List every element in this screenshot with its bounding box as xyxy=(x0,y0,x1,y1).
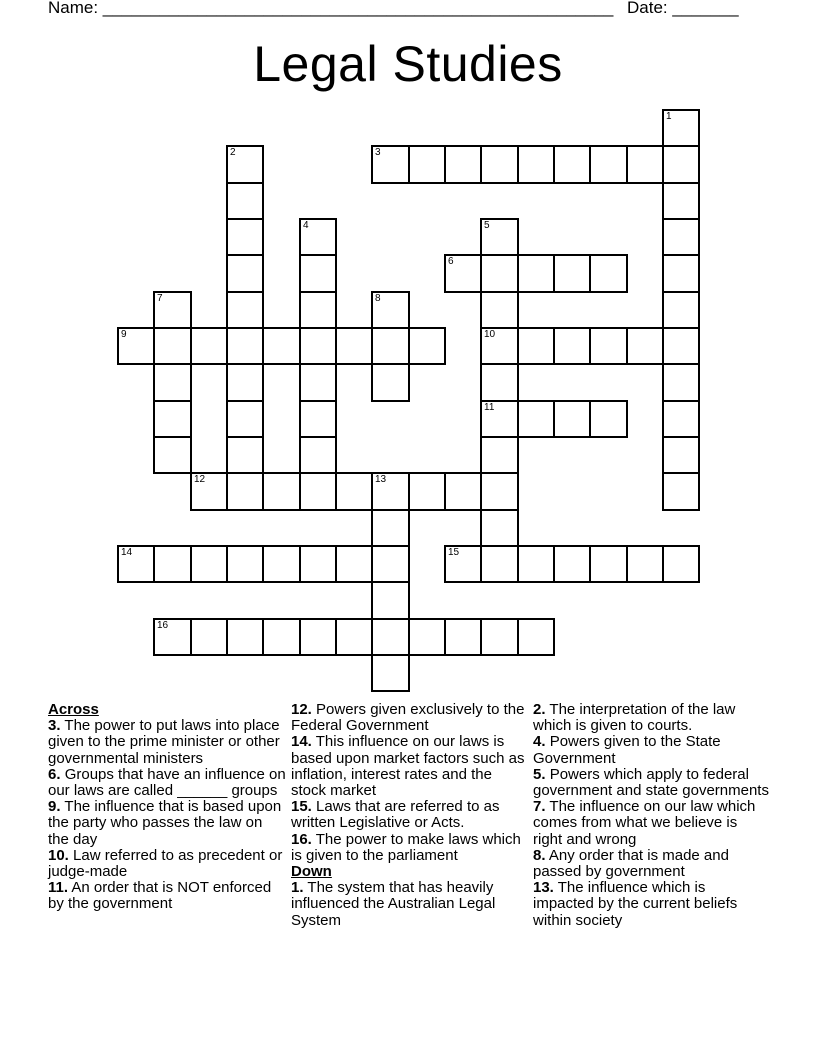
crossword-cell[interactable] xyxy=(299,618,337,656)
crossword-cell[interactable] xyxy=(517,618,555,656)
cell-number: 10 xyxy=(484,329,496,340)
clue-across-6 xyxy=(48,767,286,799)
clue-text: Powers given exclusively to the Federal Government xyxy=(291,701,525,735)
crossword-cell[interactable] xyxy=(371,618,410,656)
cell-number: 13 xyxy=(375,474,387,485)
crossword-cell[interactable] xyxy=(371,363,410,402)
crossword-cell[interactable] xyxy=(517,400,555,438)
crossword-cell[interactable] xyxy=(299,327,337,365)
clue-number: 10. xyxy=(48,846,69,864)
cell-number: 7 xyxy=(157,293,163,304)
crossword-cell[interactable] xyxy=(553,145,591,184)
cell-number: 9 xyxy=(121,329,127,340)
crossword-cell[interactable] xyxy=(299,472,337,511)
crossword-cell[interactable] xyxy=(226,145,264,184)
crossword-cell[interactable] xyxy=(335,545,373,583)
clue-across-14 xyxy=(291,734,527,799)
crossword-cell[interactable] xyxy=(480,363,519,402)
crossword-cell[interactable] xyxy=(371,291,410,329)
crossword-cell[interactable] xyxy=(299,254,337,293)
crossword-cell[interactable] xyxy=(480,545,519,583)
clue-text: The power to make laws which is given to the parliament xyxy=(291,830,521,864)
clue-number: 4. xyxy=(533,733,546,751)
crossword-cell[interactable] xyxy=(480,254,519,293)
clue-text: This influence on our laws is based upon market factors such as inflation, interest rates and the stock market xyxy=(291,733,525,800)
clue-number: 13. xyxy=(533,879,554,897)
crossword-cell[interactable] xyxy=(480,327,519,365)
crossword-cell[interactable] xyxy=(517,254,555,293)
crossword-cell[interactable] xyxy=(299,400,337,438)
clue-number: 14. xyxy=(291,733,312,751)
crossword-cell[interactable] xyxy=(262,327,301,365)
clue-across-9 xyxy=(48,799,286,848)
crossword-cell[interactable] xyxy=(226,291,264,329)
clue-number: 15. xyxy=(291,798,312,816)
clue-number: 1. xyxy=(291,879,304,897)
crossword-cell[interactable] xyxy=(517,145,555,184)
crossword-cell[interactable] xyxy=(662,363,700,402)
crossword-cell[interactable] xyxy=(480,618,519,656)
crossword-cell[interactable] xyxy=(662,291,700,329)
cell-number: 5 xyxy=(484,220,490,231)
crossword-cell[interactable] xyxy=(517,545,555,583)
crossword-cell[interactable] xyxy=(408,472,446,511)
crossword-cell[interactable] xyxy=(589,327,628,365)
crossword-cell[interactable] xyxy=(262,618,301,656)
crossword-cell[interactable] xyxy=(153,436,192,474)
crossword-cell[interactable] xyxy=(226,218,264,256)
crossword-cell[interactable] xyxy=(262,545,301,583)
crossword-cell[interactable] xyxy=(371,545,410,583)
crossword-cell[interactable] xyxy=(299,436,337,474)
crossword-cell[interactable] xyxy=(553,254,591,293)
crossword-cell[interactable] xyxy=(444,254,482,293)
clue-number: 12. xyxy=(291,701,312,718)
crossword-cell[interactable] xyxy=(662,472,700,511)
crossword-cell[interactable] xyxy=(226,363,264,402)
crossword-cell[interactable] xyxy=(153,363,192,402)
crossword-cell[interactable] xyxy=(662,327,700,365)
clue-across-3 xyxy=(48,718,286,767)
clue-number: 2. xyxy=(533,701,546,718)
cell-number: 15 xyxy=(448,547,460,558)
crossword-cell[interactable] xyxy=(662,145,700,184)
crossword-cell[interactable] xyxy=(190,618,228,656)
clue-down-7 xyxy=(533,799,769,848)
clue-down-4 xyxy=(533,734,769,766)
crossword-cell[interactable] xyxy=(662,182,700,220)
crossword-cell[interactable] xyxy=(335,327,373,365)
crossword-cell[interactable] xyxy=(117,327,155,365)
clue-text: The power to put laws into place given to the prime minister or other governmental ministers xyxy=(48,717,280,767)
clue-text: The system that has heavily influenced the Australian Legal System xyxy=(291,879,496,929)
crossword-cell[interactable] xyxy=(117,545,155,583)
crossword-cell[interactable] xyxy=(226,182,264,220)
crossword-cell[interactable] xyxy=(589,254,628,293)
crossword-cell[interactable] xyxy=(662,218,700,256)
clue-down-8 xyxy=(533,848,769,880)
crossword-cell[interactable] xyxy=(444,618,482,656)
crossword-cell[interactable] xyxy=(299,291,337,329)
clues-column-2 xyxy=(291,702,527,929)
crossword-cell[interactable] xyxy=(226,254,264,293)
crossword-cell[interactable] xyxy=(480,509,519,547)
crossword-cell[interactable] xyxy=(589,145,628,184)
crossword-cell[interactable] xyxy=(190,327,228,365)
crossword-cell[interactable] xyxy=(371,581,410,620)
clue-number: 9. xyxy=(48,798,61,816)
clue-across-16 xyxy=(291,832,527,864)
across-heading: Across xyxy=(48,701,99,718)
crossword-cell[interactable] xyxy=(589,545,628,583)
crossword-cell[interactable] xyxy=(480,218,519,256)
clue-number: 5. xyxy=(533,765,546,783)
crossword-cell[interactable] xyxy=(662,400,700,438)
crossword-cell[interactable] xyxy=(480,436,519,474)
crossword-cell[interactable] xyxy=(153,400,192,438)
crossword-cell[interactable] xyxy=(553,545,591,583)
crossword-cell[interactable] xyxy=(371,327,410,365)
clue-number: 7. xyxy=(533,798,546,816)
crossword-cell[interactable] xyxy=(444,472,482,511)
clue-down-13 xyxy=(533,880,769,929)
clue-across-15 xyxy=(291,799,527,831)
crossword-cell[interactable] xyxy=(408,145,446,184)
crossword-cell[interactable] xyxy=(626,545,664,583)
clue-across-11 xyxy=(48,880,286,912)
crossword-cell[interactable] xyxy=(371,472,410,511)
crossword-cell[interactable] xyxy=(226,400,264,438)
crossword-cell[interactable] xyxy=(517,327,555,365)
crossword-cell[interactable] xyxy=(371,145,410,184)
crossword-cell[interactable] xyxy=(153,327,192,365)
clue-number: 16. xyxy=(291,830,312,848)
cell-number: 1 xyxy=(666,111,672,122)
clue-text: The influence that is based upon the party who passes the law on the day xyxy=(48,798,282,848)
clue-text: The influence on our law which comes from what we believe is right and wrong xyxy=(533,798,756,848)
crossword-cell[interactable] xyxy=(480,145,519,184)
clue-down-5 xyxy=(533,767,769,799)
clue-text: An order that is NOT enforced by the government xyxy=(48,879,272,913)
cell-number: 2 xyxy=(230,147,236,158)
crossword-cell[interactable] xyxy=(226,436,264,474)
clue-text: Laws that are referred to as written Legislative or Acts. xyxy=(291,798,500,832)
crossword-cell[interactable] xyxy=(626,145,664,184)
crossword-cell[interactable] xyxy=(299,545,337,583)
crossword-cell[interactable] xyxy=(480,291,519,329)
crossword-cell[interactable] xyxy=(662,109,700,147)
cell-number: 12 xyxy=(194,474,206,485)
cell-number: 4 xyxy=(303,220,309,231)
clues-column-3 xyxy=(533,702,769,929)
clue-text: Any order that is made and passed by government xyxy=(533,846,729,881)
crossword-cell[interactable] xyxy=(480,472,519,511)
crossword-cell[interactable] xyxy=(408,327,446,365)
clue-number: 8. xyxy=(533,846,546,864)
crossword-cell[interactable] xyxy=(444,145,482,184)
crossword-cell[interactable] xyxy=(190,545,228,583)
crossword-cell[interactable] xyxy=(371,509,410,547)
crossword-cell[interactable] xyxy=(335,618,373,656)
crossword-cell[interactable] xyxy=(226,545,264,583)
crossword-cell[interactable] xyxy=(153,291,192,329)
crossword-cell[interactable] xyxy=(480,400,519,438)
crossword-cell[interactable] xyxy=(662,436,700,474)
crossword-cell[interactable] xyxy=(190,472,228,511)
clue-text: Law referred to as precedent or judge-made xyxy=(48,846,283,881)
clue-down-2 xyxy=(533,702,769,734)
crossword-cell[interactable] xyxy=(444,545,482,583)
crossword-cell[interactable] xyxy=(226,618,264,656)
crossword-cell[interactable] xyxy=(226,472,264,511)
crossword-cell[interactable] xyxy=(408,618,446,656)
crossword-cell[interactable] xyxy=(662,254,700,293)
cell-number: 3 xyxy=(375,147,381,158)
down-heading: Down xyxy=(291,863,332,881)
clue-number: 3. xyxy=(48,717,61,735)
clue-text: Powers given to the State Government xyxy=(533,733,721,767)
crossword-cell[interactable] xyxy=(553,400,591,438)
crossword-cell[interactable] xyxy=(626,327,664,365)
date-field-label: Date: _______ xyxy=(627,0,739,17)
crossword-cell[interactable] xyxy=(553,327,591,365)
clues-column-1 xyxy=(48,702,286,913)
crossword-cell[interactable] xyxy=(226,327,264,365)
page-title: Legal Studies xyxy=(253,36,563,92)
cell-number: 16 xyxy=(157,620,169,631)
crossword-cell[interactable] xyxy=(335,472,373,511)
crossword-cell[interactable] xyxy=(589,400,628,438)
clue-number: 11. xyxy=(48,879,69,897)
clue-across-12 xyxy=(291,702,527,734)
crossword-cell[interactable] xyxy=(299,363,337,402)
cell-number: 8 xyxy=(375,293,381,304)
crossword-cell[interactable] xyxy=(153,545,192,583)
clue-across-10 xyxy=(48,848,286,880)
clue-text: Powers which apply to federal government and state governments xyxy=(533,765,769,800)
crossword-cell[interactable] xyxy=(299,218,337,256)
cell-number: 14 xyxy=(121,547,133,558)
clue-text: The interpretation of the law which is given to courts. xyxy=(533,701,736,735)
cell-number: 11 xyxy=(484,402,495,413)
clue-text: The influence which is impacted by the current beliefs within society xyxy=(533,879,738,929)
crossword-cell[interactable] xyxy=(662,545,700,583)
clue-text: Groups that have an influence on our laws are called ______ groups xyxy=(48,765,286,800)
clue-number: 6. xyxy=(48,765,61,783)
cell-number: 6 xyxy=(448,256,454,267)
crossword-cell[interactable] xyxy=(153,618,192,656)
clue-down-1 xyxy=(291,880,527,929)
crossword-cell[interactable] xyxy=(262,472,301,511)
name-field-label: Name: ______________________________________________________ xyxy=(48,0,614,17)
crossword-cell[interactable] xyxy=(371,654,410,692)
